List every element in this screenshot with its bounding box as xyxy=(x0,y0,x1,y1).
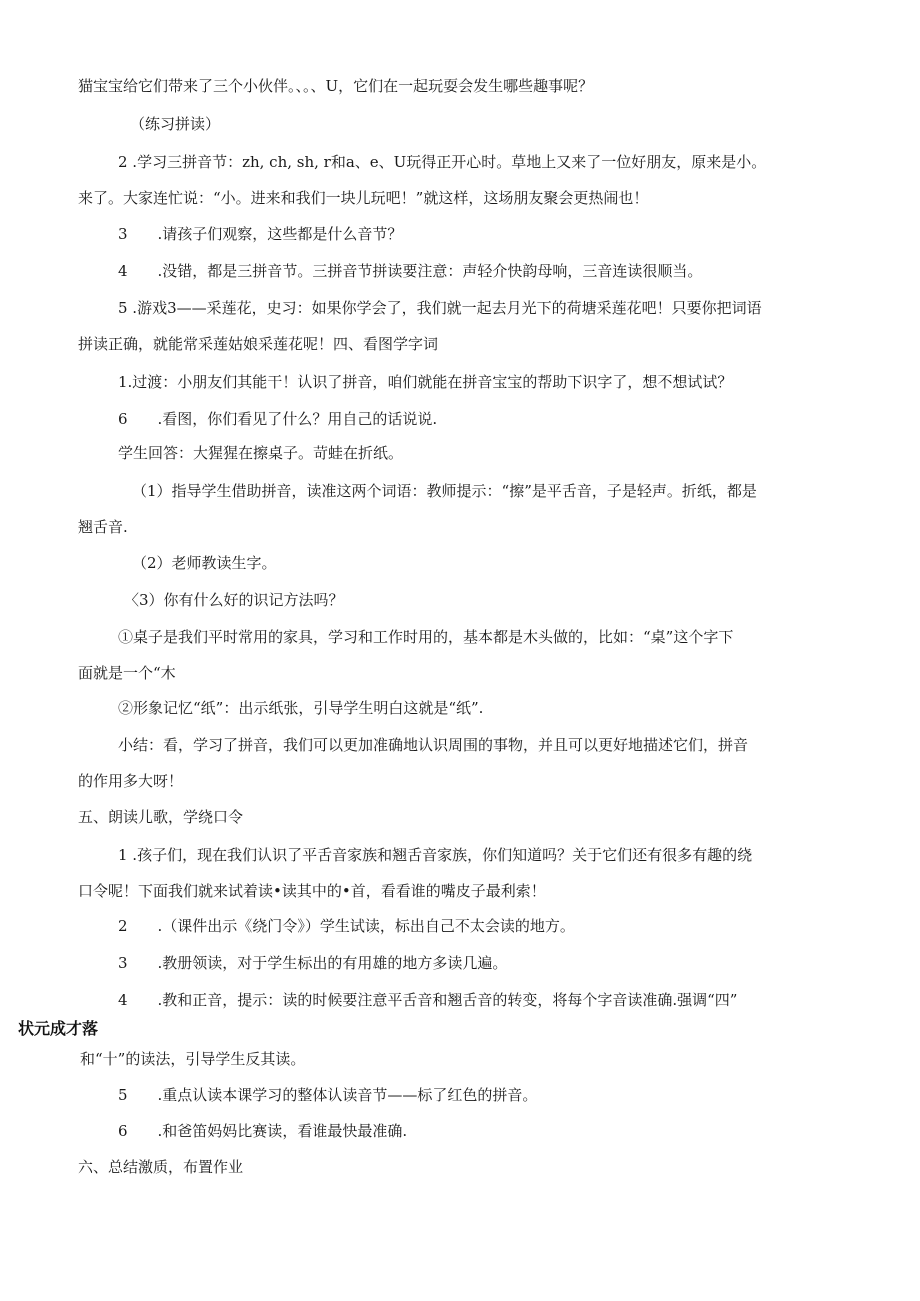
text-line: ①桌子是我们平时常用的家具，学习和工作时用的，基本都是木头做的，比如：“桌”这个字下 xyxy=(118,628,734,646)
text-line: 3 .教册领读，对于学生标出的有用雄的地方多读几遍。 xyxy=(118,954,508,972)
text-line: 4 .没错，都是三拼音节。三拼音节拼读要注意：声轻介快韵母响，三音连读很顺当。 xyxy=(118,262,703,280)
text-line: （练习拼读） xyxy=(130,115,221,133)
text-line: 3 .请孩子们观察，这些都是什么音节？ xyxy=(118,225,403,243)
text-line: 的作用多大呀！ xyxy=(78,772,184,790)
text-line: 猫宝宝给它们带来了三个小伙伴。、。、U，它们在一起玩耍会发生哪些趣事呢？ xyxy=(78,77,594,95)
text-line: 2 .（课件出示《绕门令》）学生试读，标出自己不太会读的地方。 xyxy=(118,917,575,935)
text-line: 6 .看图，你们看见了什么？用自己的话说说. xyxy=(118,410,438,428)
text-line: 和“十”的读法，引导学生反其读。 xyxy=(80,1050,306,1068)
text-line: 5 .游戏3——采莲花，史习：如果你学会了，我们就一起去月光下的荷塘采莲花吧！只要你把词语 xyxy=(118,299,762,317)
text-line: 学生回答：大猩猩在擦桌子。苛蛙在折纸。 xyxy=(118,444,404,462)
section-heading: 五、朗读儿歌，学绕口令 xyxy=(78,808,244,826)
text-line: 4 .教和正音，提示：读的时候要注意平舌音和翘舌音的转变，将每个字音读准确.强调“四” xyxy=(118,991,738,1009)
text-line: 1.过渡：小朋友们其能干！认识了拼音，咱们就能在拼音宝宝的帮助下识字了，想不想试试？ xyxy=(118,373,733,391)
text-line: （2）老师教读生字。 xyxy=(132,554,277,572)
text-line: 〈3）你有什么好的识记方法吗？ xyxy=(124,591,344,609)
text-line: 2 .学习三拼音节：zh, ch, sh, r和a、e、U玩得正开心时。草地上又来了一位好朋友，原来是小。 xyxy=(118,153,767,171)
section-heading: 六、总结激质，布置作业 xyxy=(78,1158,244,1176)
text-line: 来了。大家连忙说：“小。进来和我们一块儿玩吧！”就这样，这场朋友聚会更热闹也！ xyxy=(78,189,649,207)
text-line: 翘舌音. xyxy=(78,518,128,536)
text-line: 小结：看，学习了拼音，我们可以更加准确地认识周围的事物，并且可以更好地描述它们，拼音 xyxy=(118,736,749,754)
text-line: ②形象记忆“纸”：出示纸张，引导学生明白这就是“纸”. xyxy=(118,699,484,717)
text-line: （1）指导学生借助拼音，读准这两个词语：教师提示：“擦”是平舌音，子是轻声。折纸，都是 xyxy=(132,482,757,500)
watermark-label: 状元成才落 xyxy=(18,1019,99,1038)
text-line: 口令呢！下面我们就来试着读•读其中的•首，看看谁的嘴皮子最利索！ xyxy=(78,882,546,900)
text-line: 面就是一个“木 xyxy=(78,664,176,682)
text-line: 5 .重点认读本课学习的整体认读音节——标了红色的拼音。 xyxy=(118,1086,538,1104)
text-line: 6 .和爸笛妈妈比赛读，看谁最快最准确. xyxy=(118,1122,408,1140)
text-line: 1 .孩子们，现在我们认识了平舌音家族和翘舌音家族，你们知道吗？关于它们还有很多有趣的绕 xyxy=(118,846,753,864)
text-line: 拼读正确，就能常采莲姑娘采莲花呢！四、看图学字词 xyxy=(78,335,439,353)
